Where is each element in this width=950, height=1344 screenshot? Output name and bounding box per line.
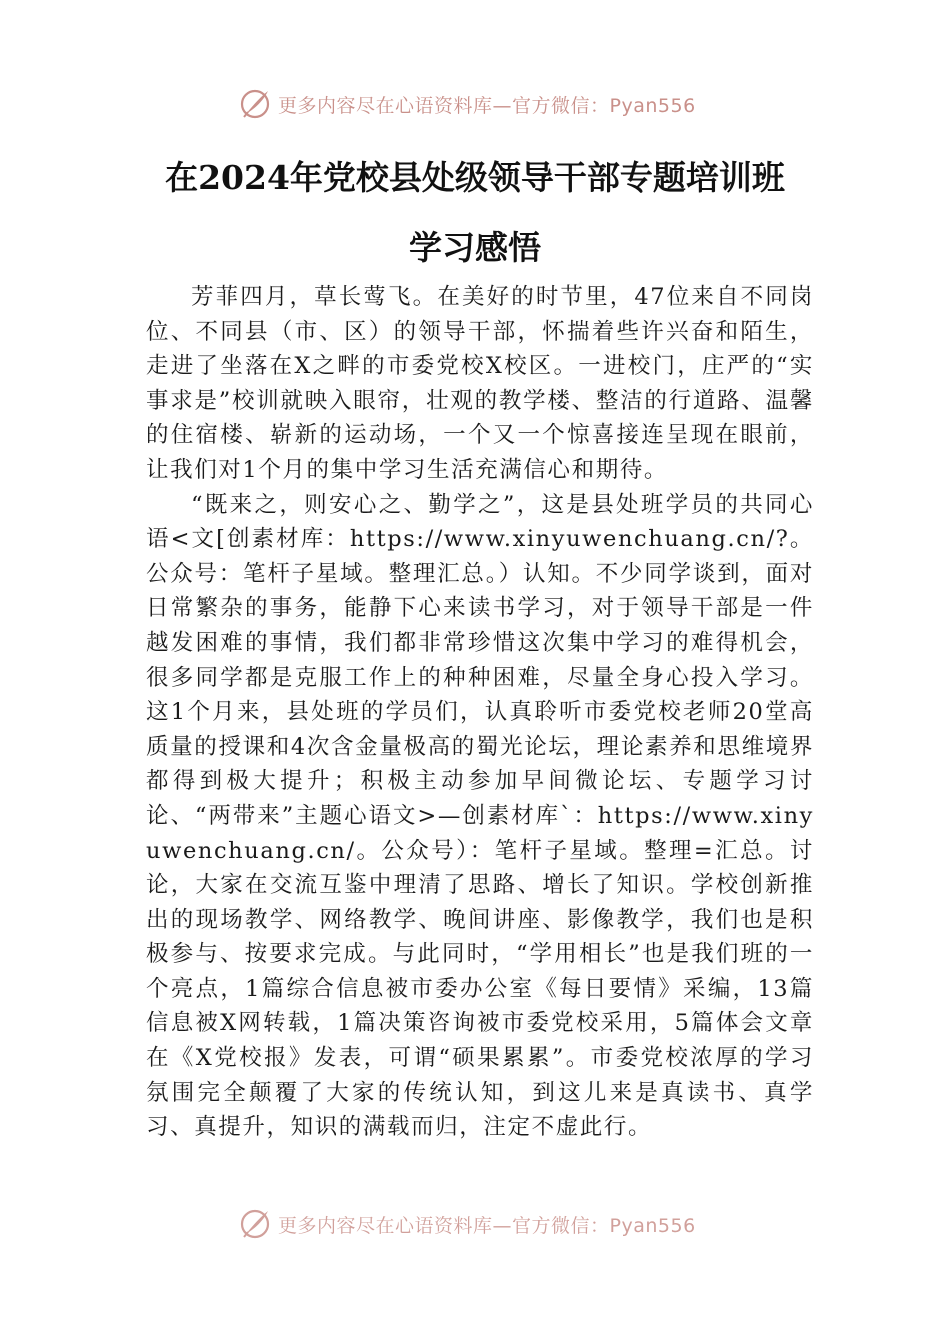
footer-watermark — [238, 1206, 758, 1242]
paragraph-1: 芳菲四月，草长莺飞。在美好的时节里，47位来自不同岗位、不同县（市、区）的领导干部，怀揣着些许兴奋和陌生，走进了坐落在X之畔的市委党校X校区。一进校门，庄严的“实事求是”校训就映入眼帘，壮观的教学楼、整洁的行道路、温馨的住宿楼、崭新的运动场，一个又一个惊喜接连呈现在眼前，让我们对1个月的集中学习生活充满信心和期待。 — [146, 284, 814, 483]
header-watermark — [238, 86, 758, 122]
page-title-line-2: 学习感悟 — [409, 228, 541, 267]
watermark-text: 更多内容尽在心语资料库—官方微信：Pyan556 — [278, 1214, 696, 1237]
paragraph-2: “既来之，则安心之、勤学之”，这是县处班学员的共同心语<文[创素材库：https://www.xinyuwenchuang.cn/?。公众号：笔杆子星域。整理汇总。）认知。不少同学谈到，面对日常繁杂的事务，能静下心来读书学习，对于领导干部是一件越发困难的事情，我们都非常珍惜这次集中学习的难得机会，很多同学都是克服工作上的种种困难，尽量全身心投入学习。这1个月来，县处班的学员们，认真聆听市委党校老师20堂高质量的授课和4次含金量极高的蜀光论坛，理论素养和思维境界都得到极大提升；积极主动参加早间微论坛、专题学习讨论、“两带来”主题心语文>—创素材库`：https://www.xinyuwenchuang.cn/。公众号）：笔杆子星域。整理=汇总。讨论，大家在交流互鉴中理清了思路、增长了知识。学校创新推出的现场教学、网络教学、晚间讲座、影像教学，我们也是积极参与、按要求完成。与此同时，“学用相长”也是我们班的一个亮点，1篇综合信息被市委办公室《每日要情》采编，13篇信息被X网转载，1篇决策咨询被市委党校采用，5篇体会文章在《X党校报》发表，可谓“硕果累累”。市委党校浓厚的学习氛围完全颠覆了大家的传统认知，到这儿来是真读书、真学习、真提升，知识的满载而归，注定不虚此行。 — [146, 491, 814, 1141]
page-title-line-1: 在2024年党校县处级领导干部专题培训班 — [165, 158, 785, 197]
quill-pen-logo-icon — [238, 1207, 272, 1241]
article-body — [146, 280, 814, 1145]
quill-pen-logo-icon — [238, 87, 272, 121]
watermark-text: 更多内容尽在心语资料库—官方微信：Pyan556 — [278, 94, 696, 117]
